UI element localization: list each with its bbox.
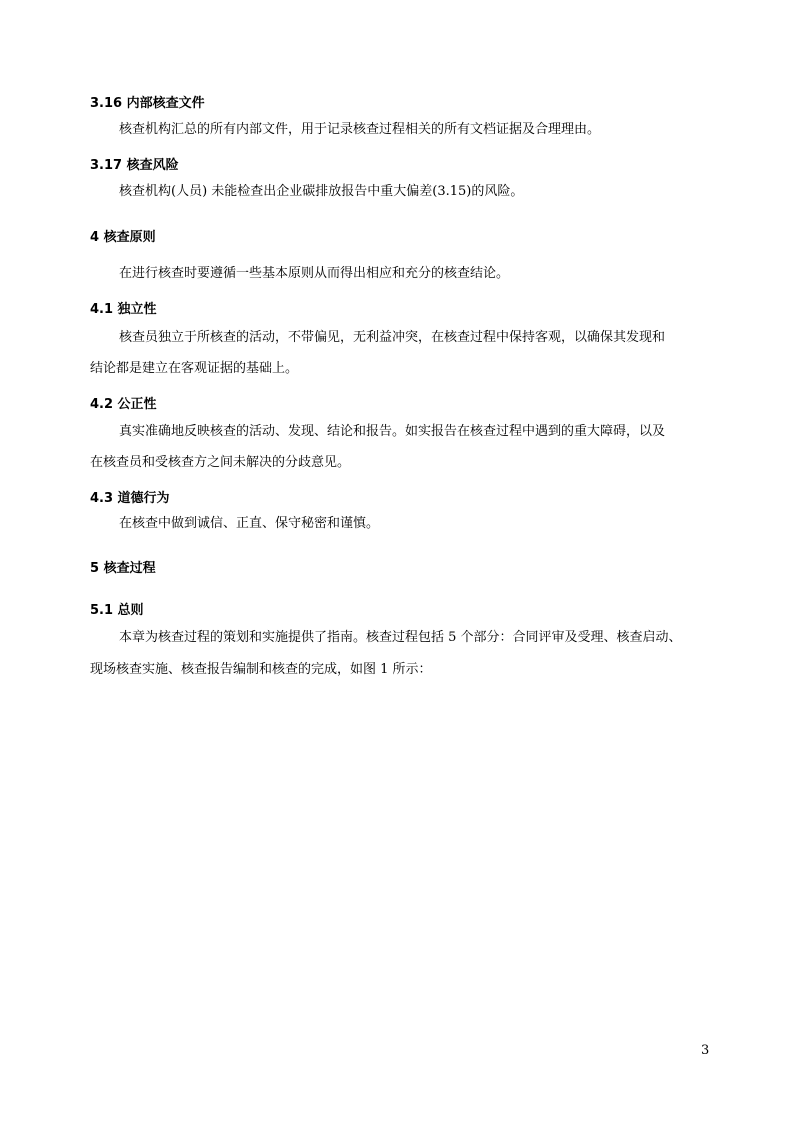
heading-4-3: 4.3 道德行为	[90, 491, 170, 506]
paragraph-4-3: 在核查中做到诚信、正直、保守秘密和谨慎。	[119, 516, 380, 531]
paragraph-4-2-line2: 在核查员和受核查方之间未解决的分歧意见。	[90, 455, 351, 470]
page-number: 3	[701, 1043, 710, 1058]
paragraph-5-1-line2: 现场核查实施、核查报告编制和核查的完成，如图 1 所示：	[90, 662, 432, 677]
heading-5: 5 核查过程	[90, 561, 156, 576]
heading-4-2: 4.2 公正性	[90, 397, 157, 412]
heading-4: 4 核查原则	[90, 230, 156, 245]
paragraph-4-1-line2: 结论都是建立在客观证据的基础上。	[90, 361, 299, 376]
paragraph-4-2-line1: 真实准确地反映核查的活动、发现、结论和报告。如实报告在核查过程中遇到的重大障碍，以及	[119, 424, 666, 439]
heading-3-17: 3.17 核查风险	[90, 158, 179, 173]
paragraph-3-16: 核查机构汇总的所有内部文件，用于记录核查过程相关的所有文档证据及合理理由。	[119, 122, 601, 137]
heading-3-16: 3.16 内部核查文件	[90, 96, 205, 111]
paragraph-3-17: 核查机构(人员) 未能检查出企业碳排放报告中重大偏差(3.15)的风险。	[119, 184, 524, 199]
paragraph-4: 在进行核查时要遵循一些基本原则从而得出相应和充分的核查结论。	[119, 266, 510, 281]
heading-5-1: 5.1 总则	[90, 603, 144, 618]
paragraph-4-1-line1: 核查员独立于所核查的活动，不带偏见，无利益冲突，在核查过程中保持客观，以确保其发现和	[119, 330, 666, 345]
paragraph-5-1-line1: 本章为核查过程的策划和实施提供了指南。核查过程包括 5 个部分：合同评审及受理、核查启动、	[119, 630, 682, 645]
heading-4-1: 4.1 独立性	[90, 302, 157, 317]
